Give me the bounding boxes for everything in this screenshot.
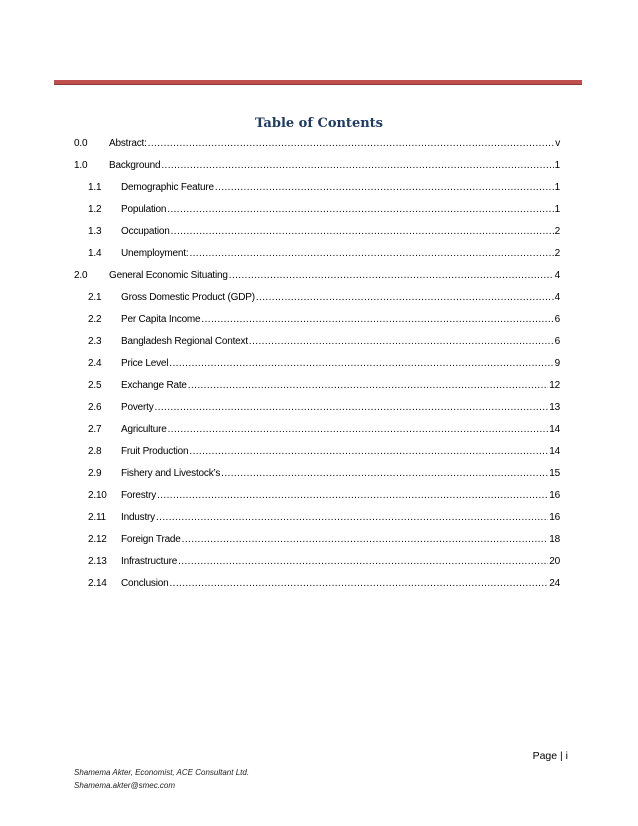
toc-entry-number: 2.7 xyxy=(88,424,102,435)
toc-entry-label: General Economic Situating xyxy=(109,270,228,281)
toc-entry-label: Poverty xyxy=(121,402,154,413)
toc-entry-page: 20 xyxy=(549,556,560,567)
toc-entry-label: Demographic Feature xyxy=(121,182,214,193)
toc-entry[interactable] xyxy=(74,199,560,221)
toc-entry-number: 2.2 xyxy=(88,314,102,325)
toc-entry[interactable] xyxy=(74,551,560,573)
toc-entry-page: 18 xyxy=(549,534,560,545)
toc-entry-page: 16 xyxy=(549,490,560,501)
toc-entry-label: Background xyxy=(109,160,161,171)
toc-entry-number: 2.11 xyxy=(88,512,106,523)
toc-entry[interactable] xyxy=(74,287,560,309)
toc-entry-page: 6 xyxy=(554,314,560,325)
toc-entry[interactable] xyxy=(74,463,560,485)
footer-email: Shamema.akter@smec.com xyxy=(74,781,176,790)
dot-leader xyxy=(156,507,548,529)
header-rule xyxy=(54,80,582,85)
dot-leader xyxy=(256,287,554,309)
toc-entry[interactable] xyxy=(74,177,560,199)
toc-entry-number: 1.1 xyxy=(88,182,102,193)
toc-entry-number: 2.14 xyxy=(88,578,107,589)
toc-entry[interactable] xyxy=(74,331,560,353)
toc-entry[interactable] xyxy=(74,353,560,375)
toc-entry-page: 1 xyxy=(554,182,560,193)
dot-leader xyxy=(215,177,554,199)
toc-entry-label: Exchange Rate xyxy=(121,380,187,391)
dot-leader xyxy=(221,463,548,485)
toc-entry-page: 4 xyxy=(554,292,560,303)
toc-entry-number: 1.2 xyxy=(88,204,102,215)
toc-entry-number: 2.4 xyxy=(88,358,102,369)
toc-entry-number: 1.0 xyxy=(74,160,88,171)
toc-entry-label: Bangladesh Regional Context xyxy=(121,336,248,347)
dot-leader xyxy=(171,221,554,243)
toc-entry-label: Per Capita Income xyxy=(121,314,201,325)
toc-entry-label: Unemployment: xyxy=(121,248,189,259)
toc-entry-label: Foreign Trade xyxy=(121,534,181,545)
toc-entry[interactable] xyxy=(74,243,560,265)
toc-entry-label: Fishery and Livestock’s xyxy=(121,468,221,479)
toc-entry-number: 2.6 xyxy=(88,402,102,413)
toc-entry-label: Occupation xyxy=(121,226,170,237)
toc-entry[interactable] xyxy=(74,221,560,243)
toc-entry-number: 2.10 xyxy=(88,490,107,501)
dot-leader xyxy=(249,331,554,353)
toc-entry-page: 1 xyxy=(554,204,560,215)
dot-leader xyxy=(167,199,553,221)
toc-entry-number: 2.5 xyxy=(88,380,102,391)
toc-entry-label: Abstract: xyxy=(109,138,147,149)
dot-leader xyxy=(161,155,553,177)
toc-entry-label: Forestry xyxy=(121,490,157,501)
toc-entry-page: 12 xyxy=(549,380,560,391)
dot-leader xyxy=(169,353,553,375)
footer-author: Shamema Akter, Economist, ACE Consultant Ltd. xyxy=(74,768,250,777)
toc-entry-label: Agriculture xyxy=(121,424,167,435)
dot-leader xyxy=(189,243,553,265)
toc-entry[interactable] xyxy=(74,155,560,177)
toc-entry-page: 9 xyxy=(554,358,560,369)
toc-entry-label: Industry xyxy=(121,512,155,523)
toc-entry[interactable] xyxy=(74,507,560,529)
dot-leader xyxy=(188,375,548,397)
toc-entry[interactable] xyxy=(74,309,560,331)
dot-leader xyxy=(178,551,548,573)
dot-leader xyxy=(169,573,548,595)
toc-entry-page: 2 xyxy=(554,226,560,237)
toc-entry-number: 1.3 xyxy=(88,226,102,237)
toc-entry-page: v xyxy=(555,138,560,149)
toc-entry[interactable] xyxy=(74,397,560,419)
toc-entry[interactable] xyxy=(74,485,560,507)
dot-leader xyxy=(148,133,555,155)
toc-entry-page: 24 xyxy=(549,578,560,589)
toc-entry-page: 4 xyxy=(554,270,560,281)
toc-entry-label: Gross Domestic Product (GDP) xyxy=(121,292,255,303)
toc-entry-number: 2.13 xyxy=(88,556,107,567)
toc-entry[interactable] xyxy=(74,573,560,595)
toc-entry-number: 2.1 xyxy=(88,292,102,303)
toc-entry-page: 13 xyxy=(549,402,560,413)
page-number: Page | i xyxy=(532,750,568,762)
toc-entry[interactable] xyxy=(74,265,560,287)
toc-entry-number: 2.3 xyxy=(88,336,102,347)
dot-leader xyxy=(182,529,549,551)
toc-entry[interactable] xyxy=(74,419,560,441)
toc-entry-number: 2.9 xyxy=(88,468,102,479)
dot-leader xyxy=(229,265,554,287)
toc-entry-number: 0.0 xyxy=(74,138,88,149)
dot-leader xyxy=(189,441,548,463)
toc-entry-page: 15 xyxy=(549,468,560,479)
toc-entry-number: 2.8 xyxy=(88,446,102,457)
toc-entry[interactable] xyxy=(74,529,560,551)
dot-leader xyxy=(168,419,549,441)
toc-entry-page: 6 xyxy=(554,336,560,347)
toc-entry-number: 1.4 xyxy=(88,248,102,259)
table-of-contents xyxy=(74,133,560,595)
dot-leader xyxy=(201,309,553,331)
toc-entry-number: 2.0 xyxy=(74,270,88,281)
toc-entry-label: Infrastructure xyxy=(121,556,178,567)
toc-entry[interactable] xyxy=(74,375,560,397)
toc-entry-label: Fruit Production xyxy=(121,446,189,457)
toc-entry-label: Population xyxy=(121,204,167,215)
dot-leader xyxy=(155,397,549,419)
toc-entry-page: 2 xyxy=(554,248,560,259)
dot-leader xyxy=(157,485,548,507)
page-title: Table of Contents xyxy=(255,116,383,131)
toc-entry-page: 16 xyxy=(549,512,560,523)
toc-entry-page: 1 xyxy=(554,160,560,171)
toc-entry-page: 14 xyxy=(549,424,560,435)
toc-entry-number: 2.12 xyxy=(88,534,107,545)
toc-entry[interactable] xyxy=(74,441,560,463)
toc-entry-page: 14 xyxy=(549,446,560,457)
toc-entry[interactable] xyxy=(74,133,560,155)
toc-entry-label: Price Level xyxy=(121,358,169,369)
toc-entry-label: Conclusion xyxy=(121,578,169,589)
